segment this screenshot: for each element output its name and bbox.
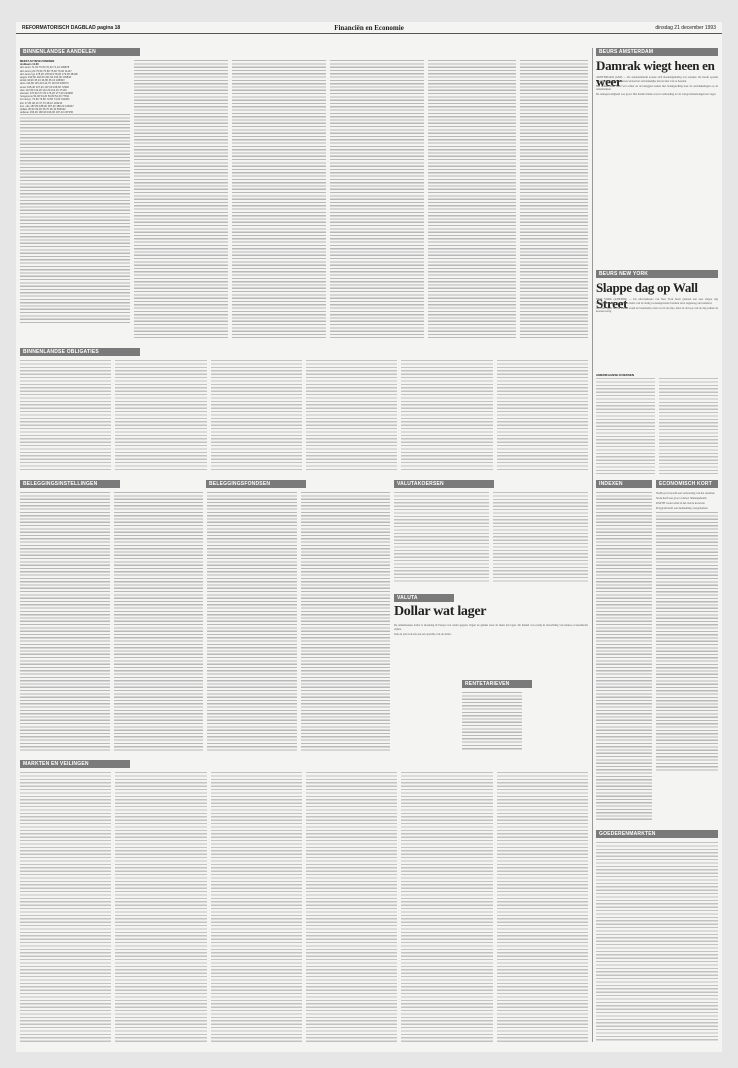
masthead-section-title: Financiën en Economie — [334, 24, 404, 32]
section-beurs-amsterdam: BEURS AMSTERDAM — [596, 48, 718, 56]
beurs-amsterdam-headline: Damrak wiegt heen en weer — [596, 58, 715, 89]
aandelen-row: akzo 114,80 115,40 114,70 115,50 180073 — [20, 82, 69, 86]
valuta-headline: Dollar wat lager — [394, 604, 487, 619]
indexen-table — [596, 492, 652, 822]
section-rentetarieven: RENTETARIEVEN — [462, 680, 532, 688]
aandelen-row: abn amro lgn 178,00 178,90 178,00 179,00 48118 — [20, 72, 78, 76]
aandelen-more-rows — [20, 114, 130, 324]
aandelen-row: unilever 196,30 196,90 196,00 197,10 207150 — [20, 111, 74, 115]
aandelen-subhead: MEEST ACTIEVE FONDSEN — [20, 60, 55, 63]
newspaper-page — [16, 22, 722, 1052]
aandelen-column-2 — [134, 60, 228, 338]
beurs-new-york-article: NEW YORK (ANP/RTR) — De effectenbeurs van New York heeft gisteren een zeer slappe dag doorgemaakt. De Dow Jones-index van de dertig toonaangevende fondsen sloot nagenoeg onveranderd. Aan het begin van de handel stond de beursindex even wat in de plus, maar in de loop van de dag zakten de koersen terug. — [596, 298, 718, 314]
section-beurs-new-york: BEURS NEW YORK — [596, 270, 718, 278]
section-indexen: INDEXEN — [596, 480, 652, 488]
rentetarieven-table — [462, 692, 522, 750]
aandelen-row: aegon 192,50 192,50 191,60 193,00 103810 — [20, 76, 72, 80]
section-beleggingsfondsen: BELEGGINGSFONDSEN — [206, 480, 306, 488]
aandelen-row: abn amro pfd 75,60 75,80 75,60 76,00 11147 — [20, 69, 72, 73]
aandelen-column-6 — [520, 60, 588, 338]
aandelen-row: elsevier 176,90 177,00 176,20 177,20 224990 — [20, 92, 73, 96]
aandelen-column-5 — [428, 60, 516, 338]
section-economisch-kort: ECONOMISCH KORT — [656, 480, 718, 488]
valutakoersen-table — [394, 492, 588, 582]
economisch-kort-item: KNP BT boekt winst in het vierde kwartaal. — [656, 502, 706, 506]
aandelen-table — [20, 60, 130, 338]
economisch-kort-item: Polygram heeft een deelneming overgenomen. — [656, 507, 709, 511]
economisch-kort-item: Nedlloyd verwacht een verbetering van het resultaat. — [656, 492, 716, 495]
goederenmarkten-table — [596, 842, 718, 1042]
aandelen-header: slotkoers 11.00 — [20, 63, 39, 67]
aandelen-row: dsm 112,50 113,00 112,20 113,10 17140 — [20, 88, 67, 92]
section-binnenlandse-obligaties: BINNENLANDSE OBLIGATIES — [20, 348, 140, 356]
section-markten-veilingen: MARKTEN EN VEILINGEN — [20, 760, 130, 768]
aandelen-row: klm 47,80 48,10 47,70 48,10 193210 — [20, 101, 63, 105]
section-valutakoersen: VALUTAKOERSEN — [394, 480, 494, 488]
aandelen-column-3 — [232, 60, 326, 338]
masthead-date: dinsdag 21 december 1993 — [655, 25, 716, 31]
column-divider — [592, 48, 593, 1042]
aandelen-row: abn amro 71,00 70,50 70,40 71,10 409878 — [20, 66, 70, 70]
aandelen-row: hoogovens 54,00 54,20 53,80 54,30 77811 — [20, 95, 70, 99]
aandelen-row: philips 35,90 36,00 35,70 36,10 564922 — [20, 108, 66, 112]
section-beleggingsinstellingen: BELEGGINGSINSTELLINGEN — [20, 480, 120, 488]
section-goederenmarkten: GOEDERENMARKTEN — [596, 830, 718, 838]
amerikaanse-koersen-table — [596, 378, 718, 474]
beleggingsfondsen-table — [20, 492, 390, 752]
section-binnenlandse-aandelen: BINNENLANDSE AANDELEN — [20, 48, 140, 56]
valuta-article: De Amerikaanse dollar is maandag in Europa wat onder gegaan. Tegen de gulden sloot de munt iets lager. De handel was rustig in afwachting van nieuwe economische cijfers. Ook de yen trok iets aan ten opzichte van de dollar. — [394, 624, 588, 636]
economisch-kort-text — [656, 492, 718, 822]
economisch-kort-item: Stork heeft een groot contract binnengehaald. — [656, 497, 707, 501]
amerikaanse-koersen-title: AMERIKAANSE KOERSEN — [596, 373, 635, 377]
aandelen-row: ahold 44,90 45,10 44,80 45,10 108303 — [20, 79, 65, 83]
aandelen-column-4 — [330, 60, 424, 338]
masthead-paper-page: REFORMATORISCH DAGBLAD pagina 18 — [22, 25, 121, 31]
section-valuta: VALUTA — [394, 594, 454, 602]
masthead — [16, 22, 722, 34]
beurs-new-york-headline: Slappe dag op Wall Street — [596, 280, 698, 311]
beurs-amsterdam-article: AMSTERDAM (ANP) — De aandelenmarkt toonde zich maandagmiddag wat onzeker. De markt opende vriendelijk, maar de koersen wisten het aanvankelijke niveau niet vast te houden. Het dollarniveau bleef wat achter en de beleggers keken met belangstelling naar de ontwikkelingen op de rentemarkten. De rentegevoeligheid was groot. Het marktvolume was in verhouding tot de vorige handelsdagen iets lager. — [596, 76, 718, 97]
obligaties-table — [20, 360, 588, 472]
aandelen-row: int.ned.gr. 73,90 73,80 73,50 74,00 311064 — [20, 98, 70, 102]
markten-veilingen-text — [20, 772, 588, 1042]
aandelen-row: kon. olie 187,80 188,00 187,20 188,20 416007 — [20, 104, 74, 108]
aandelen-row: amev 108,40 107,20 107,00 108,60 72990 — [20, 85, 69, 89]
aandelen-rows — [20, 66, 130, 114]
